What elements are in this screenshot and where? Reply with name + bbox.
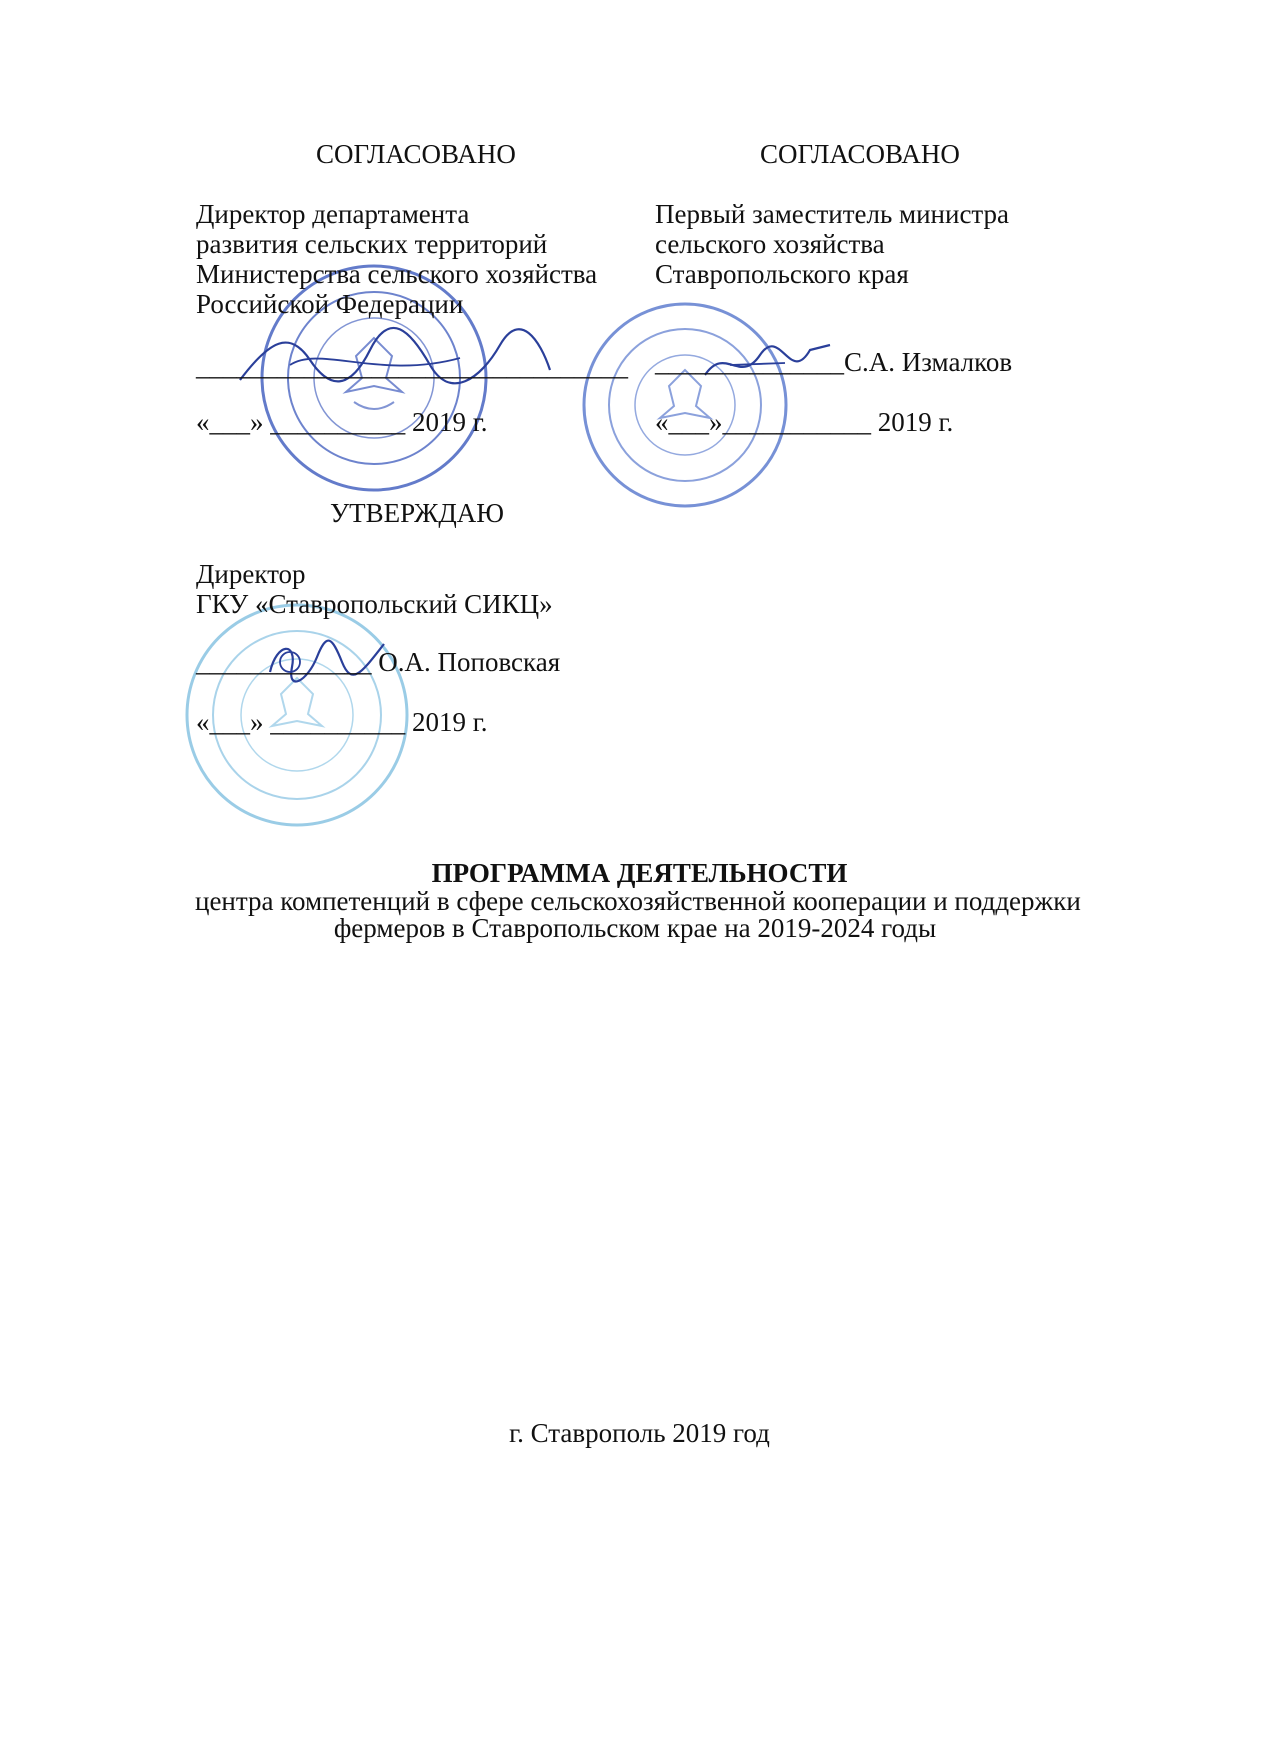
- right-approval-line-2: сельского хозяйства: [655, 229, 885, 259]
- right-date-line: «___»___________ 2019 г.: [655, 407, 954, 437]
- right-approval-line-3: Ставропольского края: [655, 259, 909, 289]
- program-subtitle-line-1: центра компетенций в сфере сельскохозяйственной кооперации и поддержки: [195, 886, 1081, 916]
- right-signature-line: ______________С.А. Измалков: [655, 347, 1013, 377]
- left-date-line: «___» __________ 2019 г.: [196, 407, 488, 437]
- left-approval-line-4: Российской Федерации: [196, 289, 464, 319]
- program-title: ПРОГРАММА ДЕЯТЕЛЬНОСТИ: [431, 858, 848, 888]
- regional-ministry-seal: [580, 300, 790, 510]
- approve-line-1: Директор: [196, 559, 306, 589]
- approve-signature-line: _____________ О.А. Поповская: [196, 647, 561, 677]
- left-approval-line-2: развития сельских территорий: [196, 229, 548, 259]
- right-approval-line-1: Первый заместитель министра: [655, 199, 1010, 229]
- left-approval-line-3: Министерства сельского хозяйства: [196, 259, 598, 289]
- place-and-year: г. Ставрополь 2019 год: [509, 1418, 770, 1448]
- left-signature-line: ________________________________: [196, 351, 628, 381]
- left-approval-heading: СОГЛАСОВАНО: [316, 139, 516, 169]
- left-approval-line-1: Директор департамента: [196, 199, 470, 229]
- right-approval-heading: СОГЛАСОВАНО: [760, 139, 960, 169]
- approve-heading: УТВЕРЖДАЮ: [330, 498, 505, 528]
- approve-date-line: «___» __________ 2019 г.: [196, 707, 488, 737]
- approve-line-2: ГКУ «Ставропольский СИКЦ»: [196, 589, 553, 619]
- program-subtitle-line-2: фермеров в Ставропольском крае на 2019-2024 годы: [333, 913, 937, 943]
